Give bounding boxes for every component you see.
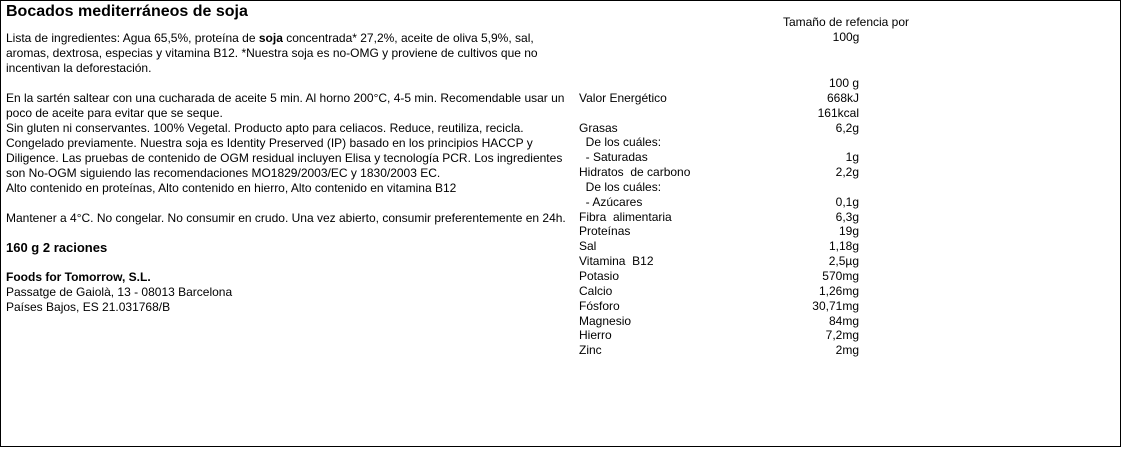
nutrient-value: 30,71mg [812, 298, 859, 313]
ingredients-suffix: concentrada* 27,2%, aceite de oliva 5,9%, sal, aromas, dextrosa, especias y vitamina B12. *Nuestra soja es no-OMG y proviene de cultivos que no incentivan la deforestación. [6, 31, 538, 75]
nutrient-value: 6,2g [835, 120, 859, 135]
nutrition-row [579, 269, 899, 284]
reference-size-line2: 100g [832, 30, 860, 44]
preparation-instructions: En la sartén saltear con una cucharada de aceite 5 min. Al horno 200°C, 4-5 min. Recomendable usar un poco de aceite para evitar que se seque. [6, 91, 565, 120]
nutrition-row-energy [579, 91, 899, 106]
energy-kj-value: 668kJ [826, 90, 859, 105]
nutrition-row [579, 299, 899, 314]
nutrient-value: 2,2g [835, 165, 859, 180]
nutrient-label: Fósforo [579, 298, 620, 313]
nutrient-value: 1,18g [828, 239, 859, 254]
nutrient-value: 19g [838, 224, 859, 239]
company-country: Países Bajos, ES 21.031768/B [6, 300, 171, 314]
nutrient-label: Calcio [579, 283, 613, 298]
nutrition-rows [579, 121, 899, 359]
nutrition-column-header: 100 g [828, 76, 859, 90]
nutrient-label: Zinc [579, 343, 602, 358]
nutrient-label: Potasio [579, 268, 620, 283]
energy-label: Valor Energético [579, 90, 667, 105]
nutrient-label: Proteínas [579, 224, 631, 239]
energy-kcal-value: 161kcal [817, 105, 859, 120]
ingredients-allergen: soja [258, 31, 283, 45]
nutrient-value: 2mg [835, 343, 859, 358]
nutrition-row [579, 328, 899, 343]
nutrient-value: 7,2mg [825, 328, 859, 343]
nutrient-value: 84mg [828, 313, 859, 328]
nutrient-label: De los cuáles: [579, 135, 662, 150]
nutrition-row [579, 210, 899, 225]
nutrient-value: 6,3g [835, 209, 859, 224]
nutrition-row [579, 165, 899, 180]
nutrition-row [579, 224, 899, 239]
nutrition-row [579, 135, 899, 150]
nutrition-claims: Alto contenido en proteínas, Alto contenido en hierro, Alto contenido en vitamina B12 [6, 181, 457, 195]
nutrition-row [579, 254, 899, 269]
label-text-column [6, 31, 566, 315]
nutrition-row [579, 284, 899, 299]
nutrition-row [579, 343, 899, 358]
company-address: Passatge de Gaiolà, 13 - 08013 Barcelona [6, 285, 233, 299]
product-claims: Sin gluten ni conservantes. 100% Vegetal. Producto apto para celiacos. Reduce, reutiliza, recicla. Congelado previamente. Nuestra soja es Identity Preserved (IP) basado en los principios HACCP y Diligence. Las pruebas de contenido de OGM residual incluyen Elisa y tecnología PCR. Los ingredientes son No-OGM siguiendo las recomendaciones MO1829/2003/EC y 1830/2003 EC. [6, 121, 563, 180]
nutrient-label: - Saturadas [579, 150, 648, 165]
nutrient-value: 2,5µg [828, 254, 859, 269]
nutrient-label: De los cuáles: [579, 179, 662, 194]
company-name: Foods for Tomorrow, S.L. [6, 270, 151, 284]
ingredients-list [6, 31, 566, 76]
nutrition-row-energy-kcal [579, 106, 899, 121]
reference-size-line1: Tamaño de refencia por [782, 15, 910, 29]
nutrient-label: Vitamina B12 [579, 254, 654, 269]
nutrition-row [579, 314, 899, 329]
nutrient-label: Grasas [579, 120, 618, 135]
product-title: Bocados mediterráneos de soja [6, 3, 248, 20]
nutrition-row [579, 239, 899, 254]
nutrient-label: Fibra alimentaria [579, 209, 672, 224]
nutrition-row [579, 195, 899, 210]
nutrition-row [579, 180, 899, 195]
nutrient-value: 570mg [822, 268, 859, 283]
ingredients-prefix: Lista de ingredientes: Agua 65,5%, proteína de [6, 31, 259, 45]
nutrient-label: - Azúcares [579, 194, 643, 209]
nutrient-label: Sal [579, 239, 597, 254]
nutrient-label: Magnesio [579, 313, 632, 328]
package-size: 160 g 2 raciones [6, 240, 108, 255]
nutrient-label: Hidratos de carbono [579, 165, 691, 180]
nutrition-row [579, 150, 899, 165]
nutrition-table [579, 76, 899, 358]
nutrient-value: 0,1g [835, 194, 859, 209]
nutrient-value: 1,26mg [818, 283, 859, 298]
nutrition-row [579, 121, 899, 136]
nutrition-column-header-row [579, 76, 899, 91]
nutrient-value: 1g [845, 150, 859, 165]
reference-size-header [721, 15, 971, 45]
nutrient-label: Hierro [579, 328, 612, 343]
storage-instructions: Mantener a 4°C. No congelar. No consumir en crudo. Una vez abierto, consumir preferentemente en 24h. [6, 211, 566, 225]
